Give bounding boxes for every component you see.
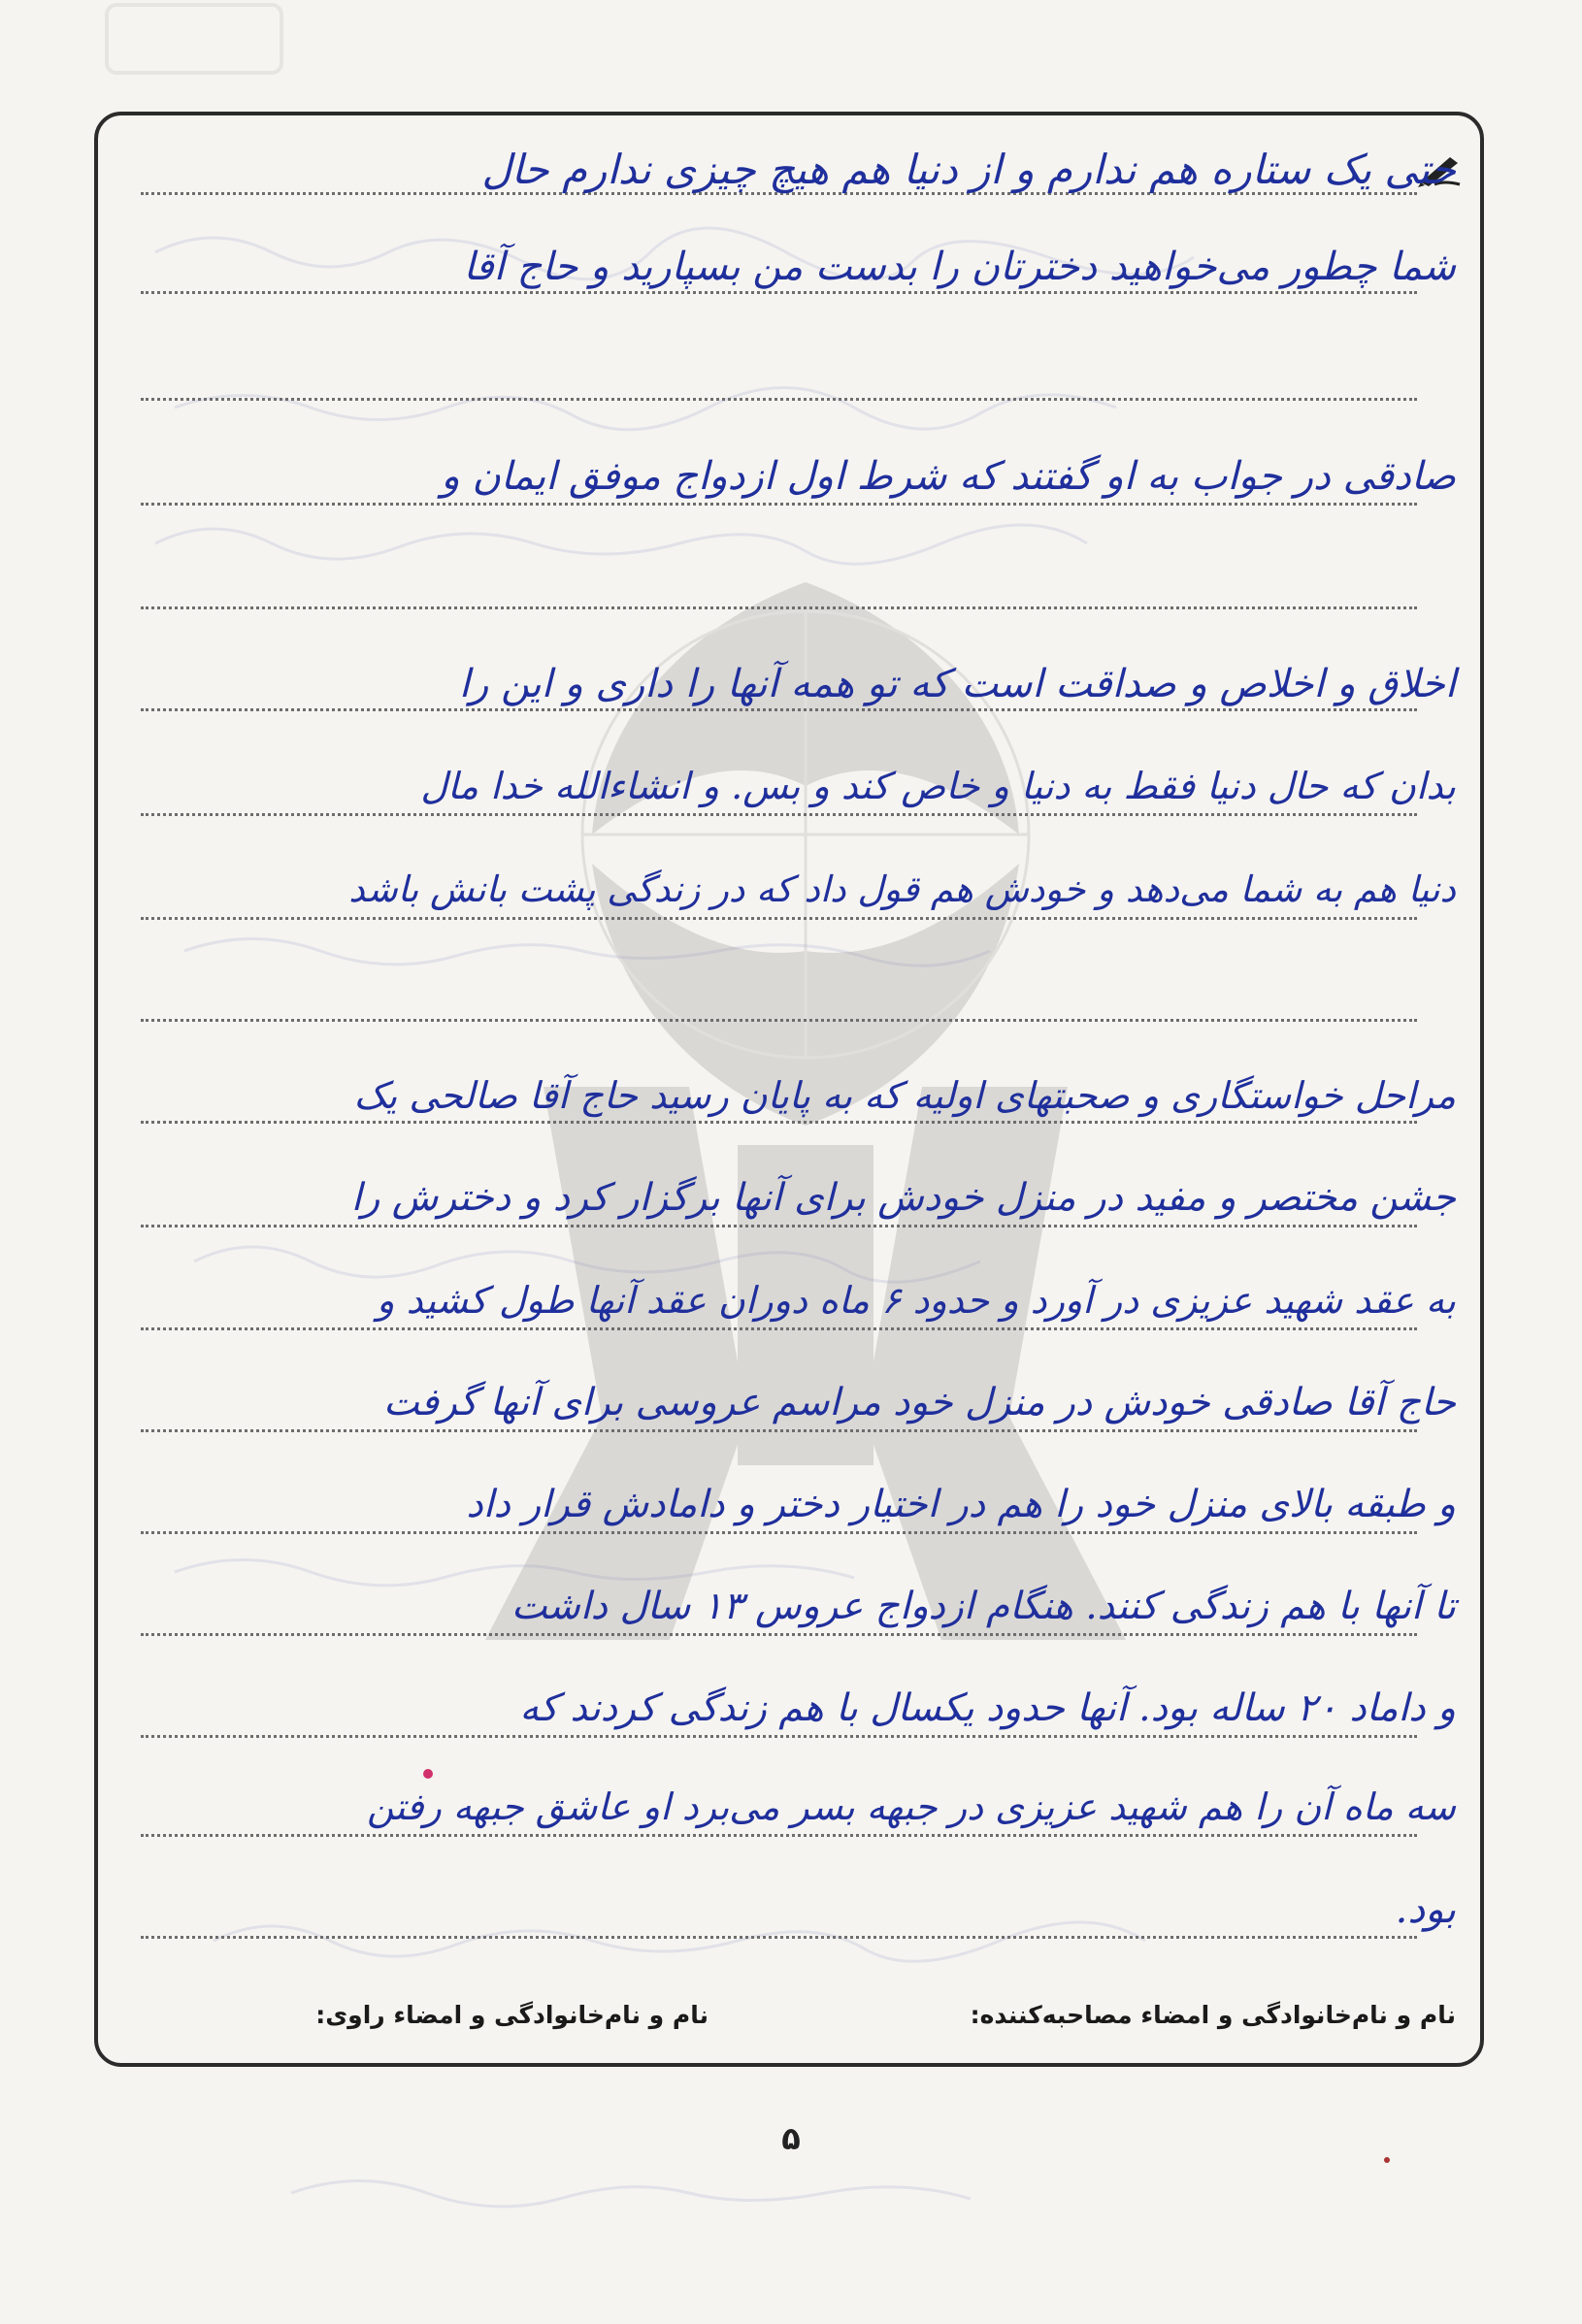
handwritten-line-15: تا آنها با هم زندگی کنند. هنگام ازدواج عروس ۱۳ سال داشت	[511, 1585, 1456, 1628]
narrator-signature-label: نام و نام‌خانوادگی و امضاء راوی:	[315, 2001, 709, 2029]
handwritten-line-17: سه ماه آن را هم شهید عزیزی در جبهه بسر می‌برد او عاشق جبهه رفتن	[366, 1785, 1456, 1828]
handwritten-line-11: جشن مختصر و مفید در منزل خودش برای آنها برگزار کرد و دخترش را	[350, 1176, 1456, 1220]
handwritten-line-16: و داماد ۲۰ ساله بود. آنها حدود یکسال با هم زندگی کردند که	[519, 1686, 1456, 1730]
handwritten-line-4: صادقی در جواب به او گفتند که شرط اول ازدواج موفق ایمان و	[441, 454, 1456, 499]
handwritten-line-12: به عقد شهید عزیزی در آورد و حدود ۶ ماه دوران عقد آنها طول کشید و	[377, 1279, 1456, 1322]
page-number: ۵	[781, 2120, 801, 2157]
handwritten-line-5	[136, 561, 1456, 629]
handwritten-line-7: بدان که حال دنیا فقط به دنیا و خاص کند و بس. و انشاءالله خدا مال	[420, 765, 1456, 807]
interviewer-signature-label: نام و نام‌خانوادگی و امضاء مصاحبه‌کننده:	[970, 2001, 1456, 2029]
handwritten-line-13: حاج آقا صادقی خودش در منزل خود مراسم عروسی برای آنها گرفت	[383, 1381, 1456, 1424]
handwritten-line-10: مراحل خواستگاری و صحبتهای اولیه که به پایان رسید حاج آقا صالحی یک	[353, 1074, 1456, 1117]
handwritten-line-1: حتی یک ستاره هم ندارم و از دنیا هم هیچ چیزی ندارم حال	[481, 146, 1456, 193]
handwritten-line-3	[136, 349, 1456, 417]
stray-dot	[1384, 2157, 1390, 2163]
handwritten-line-6: اخلاق و اخلاص و صداقت است که تو همه آنها را داری و این را	[458, 662, 1456, 706]
handwritten-line-18: بود.	[1395, 1887, 1456, 1932]
handwritten-line-8: دنیا هم به شما می‌دهد و خودش هم قول داد که در زندگی پشت بانش باشد	[348, 868, 1456, 910]
handwritten-line-2: شما چطور می‌خواهید دخترتان را بدست من بسپارید و حاج آقا	[463, 245, 1456, 289]
handwritten-line-14: و طبقه بالای منزل خود را هم در اختیار دختر و دامادش قرار داد	[466, 1483, 1456, 1526]
handwritten-line-9	[136, 970, 1456, 1038]
ink-dot	[423, 1769, 433, 1779]
